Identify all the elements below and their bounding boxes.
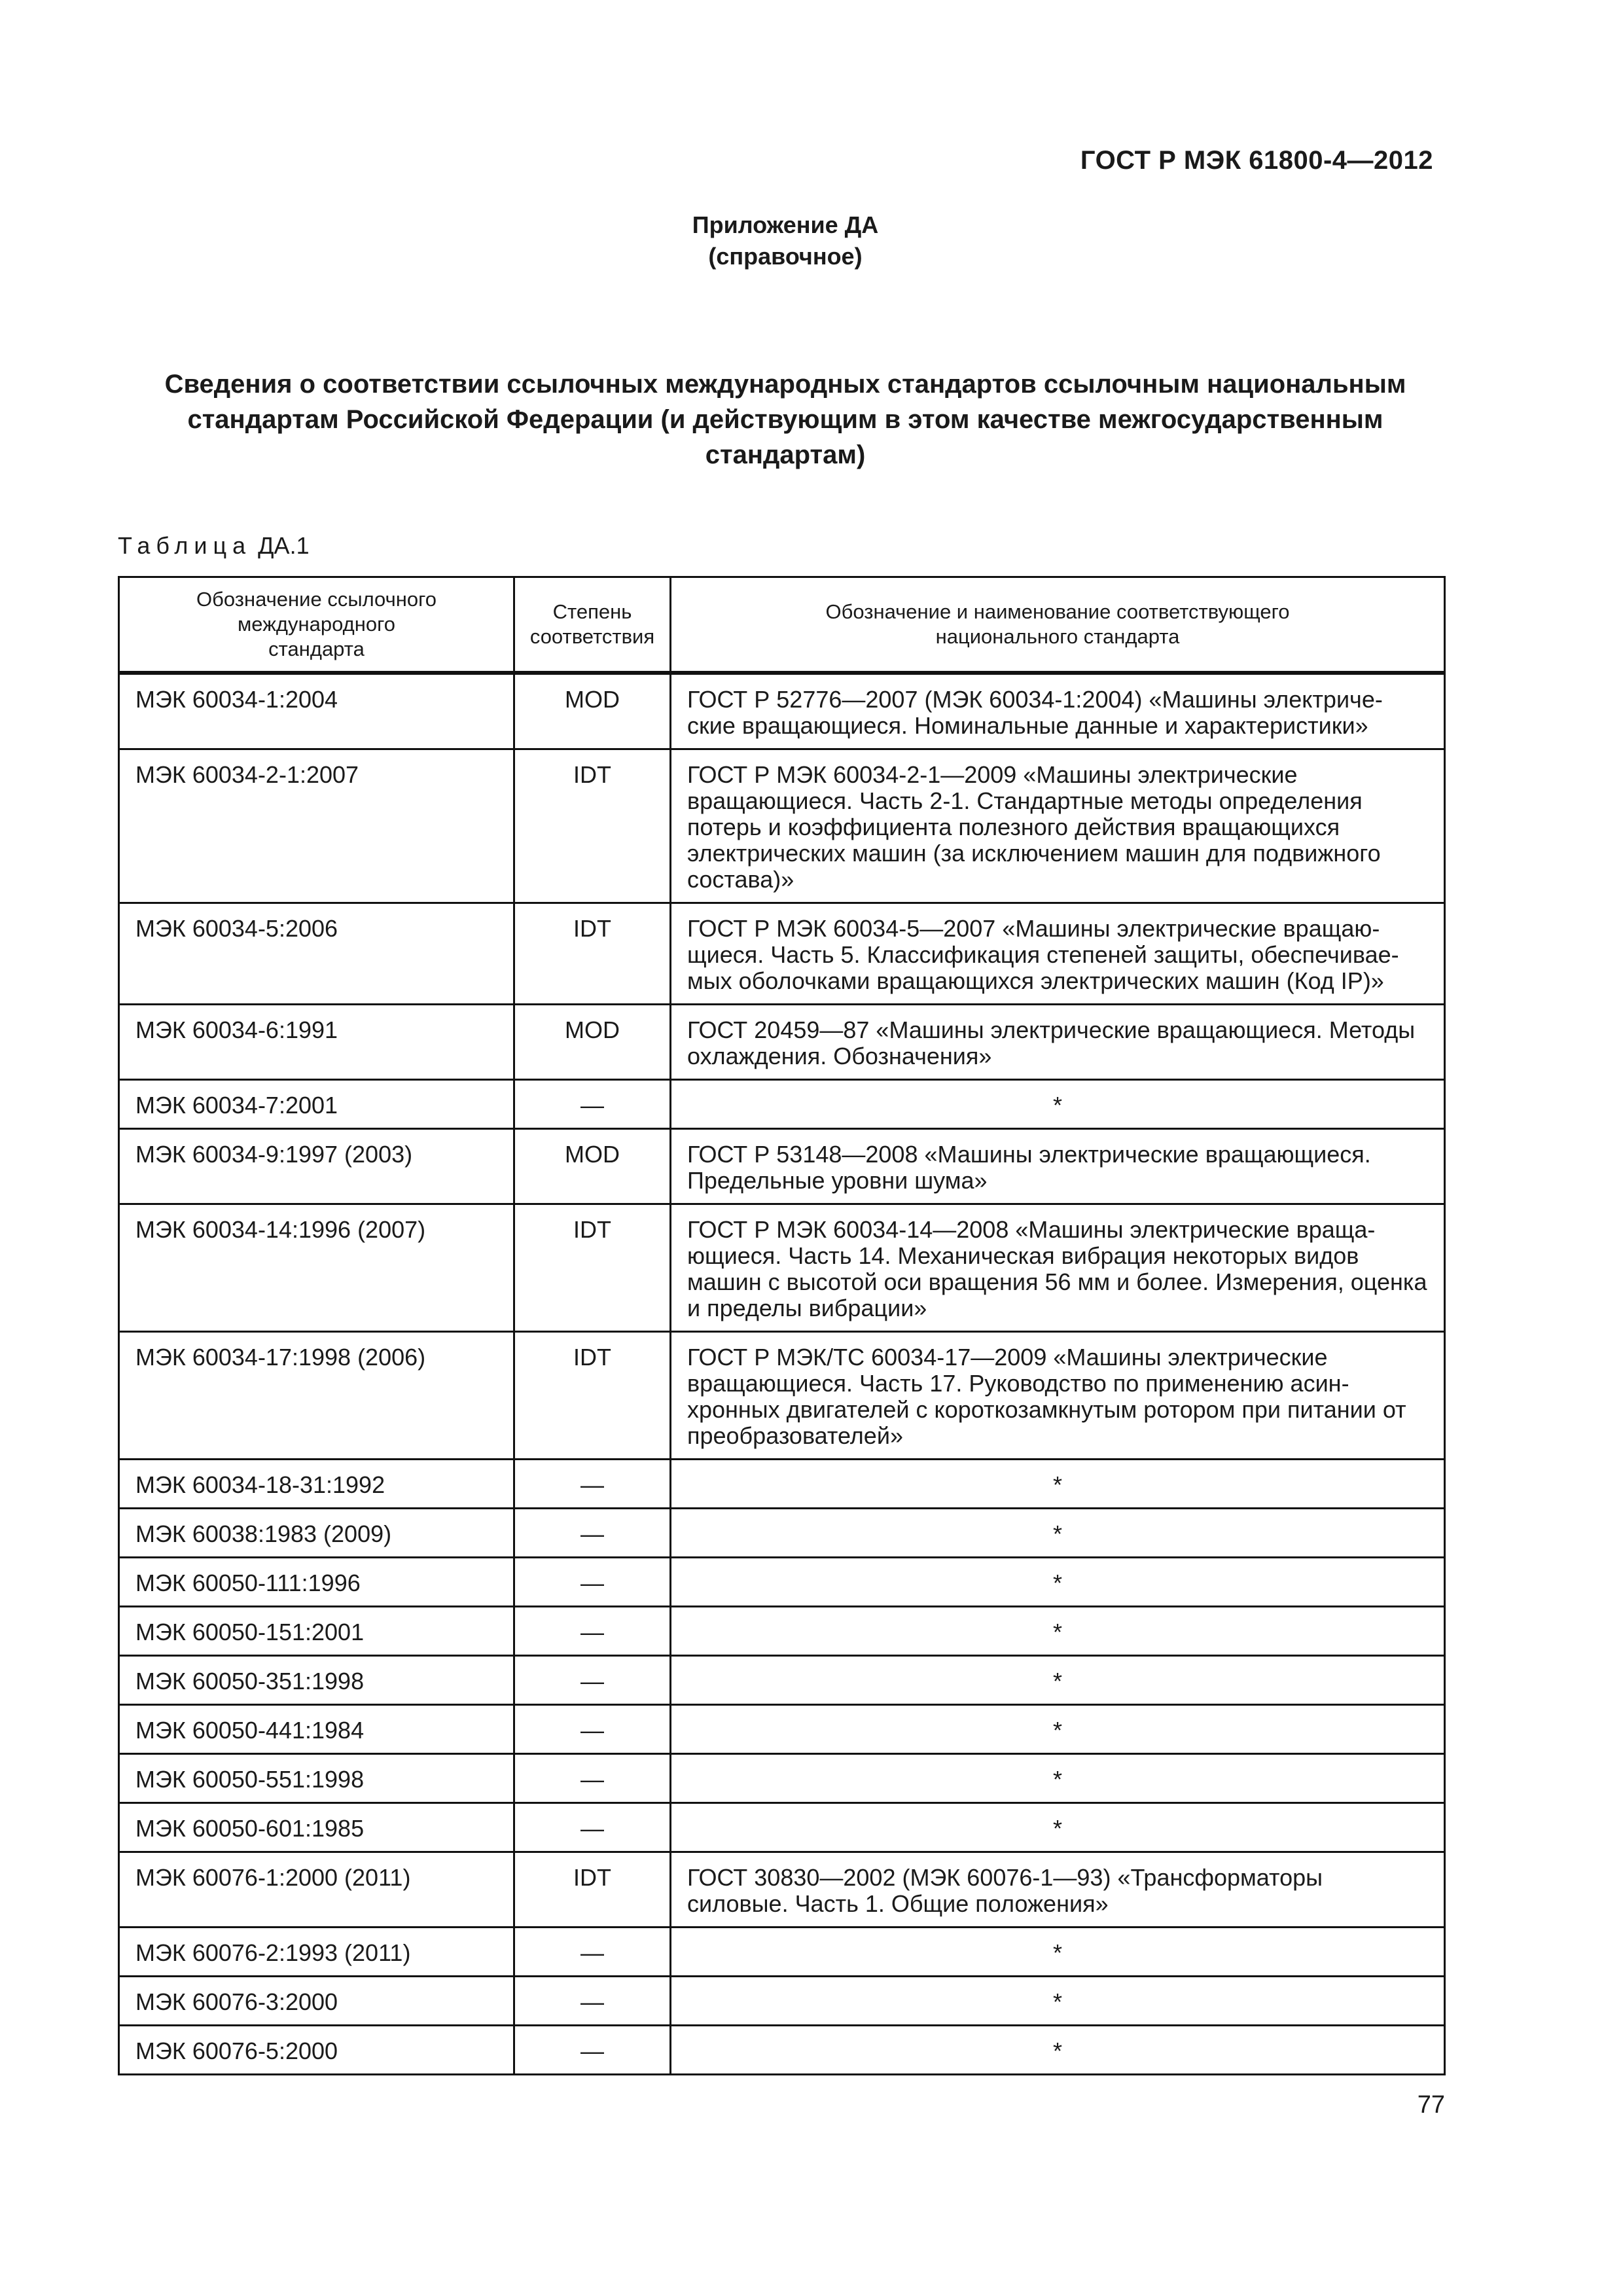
table-header-row <box>119 577 1445 673</box>
table-row <box>119 749 1445 903</box>
cell-degree: — <box>514 1460 671 1509</box>
cell-national-standard: * <box>671 2026 1445 2075</box>
cell-degree: — <box>514 1928 671 1977</box>
standards-table <box>118 576 1446 2075</box>
cell-national-standard: * <box>671 1509 1445 1558</box>
cell-degree: — <box>514 1977 671 2026</box>
cell-designation: МЭК 60076-1:2000 (2011) <box>119 1852 514 1928</box>
table-row <box>119 1558 1445 1607</box>
cell-degree: — <box>514 1656 671 1705</box>
table-row <box>119 673 1445 749</box>
cell-designation: МЭК 60076-5:2000 <box>119 2026 514 2075</box>
cell-designation: МЭК 60050-351:1998 <box>119 1656 514 1705</box>
table-row <box>119 1705 1445 1754</box>
table-row <box>119 1460 1445 1509</box>
cell-national-standard: ГОСТ Р МЭК/ТС 60034-17—2009 «Машины электрические вращающиеся. Часть 17. Руководство по применению асин-хронных двигателей с короткозамкнутым ротором при питании от преобразователей» <box>671 1332 1445 1460</box>
cell-national-standard: ГОСТ Р 52776—2007 (МЭК 60034-1:2004) «Машины электриче-ские вращающиеся. Номинальные данные и характеристики» <box>671 673 1445 749</box>
cell-national-standard: * <box>671 1460 1445 1509</box>
table-row <box>119 1852 1445 1928</box>
cell-designation: МЭК 60034-1:2004 <box>119 673 514 749</box>
table-row <box>119 1129 1445 1204</box>
header-text: Обозначение и наименование соответствующего <box>825 600 1290 623</box>
table-row <box>119 1204 1445 1332</box>
header-text: стандарта <box>268 637 365 660</box>
table-body <box>119 673 1445 2075</box>
table-row <box>119 903 1445 1005</box>
table-row <box>119 1005 1445 1080</box>
appendix-heading <box>0 209 1571 272</box>
table-row <box>119 1607 1445 1656</box>
header-degree <box>514 577 671 673</box>
cell-national-standard: * <box>671 1754 1445 1803</box>
cell-designation: МЭК 60034-17:1998 (2006) <box>119 1332 514 1460</box>
header-designation <box>119 577 514 673</box>
table-row <box>119 1656 1445 1705</box>
table-row <box>119 1803 1445 1852</box>
cell-national-standard: * <box>671 1803 1445 1852</box>
cell-national-standard: * <box>671 1928 1445 1977</box>
cell-designation: МЭК 60050-551:1998 <box>119 1754 514 1803</box>
section-title-line: стандартам Российской Федерации (и действующим в этом качестве межгосударственным <box>187 405 1383 434</box>
table-caption-word: Таблица <box>118 532 252 559</box>
header-text: Степень <box>552 600 632 623</box>
cell-degree: MOD <box>514 1005 671 1080</box>
cell-designation: МЭК 60038:1983 (2009) <box>119 1509 514 1558</box>
section-title-line: Сведения о соответствии ссылочных международных стандартов ссылочным национальным <box>164 370 1406 399</box>
cell-designation: МЭК 60076-3:2000 <box>119 1977 514 2026</box>
cell-degree: — <box>514 1607 671 1656</box>
cell-national-standard: ГОСТ Р МЭК 60034-2-1—2009 «Машины электрические вращающиеся. Часть 2-1. Стандартные методы определения потерь и коэффициента полезного действия вращающихся электрических машин (за исключением машин для подвижного состава)» <box>671 749 1445 903</box>
cell-degree: MOD <box>514 673 671 749</box>
cell-degree: IDT <box>514 1332 671 1460</box>
table-caption <box>118 531 310 560</box>
cell-designation: МЭК 60050-151:2001 <box>119 1607 514 1656</box>
cell-national-standard: * <box>671 1607 1445 1656</box>
cell-degree: IDT <box>514 903 671 1005</box>
header-text: национального стандарта <box>935 625 1180 648</box>
cell-designation: МЭК 60050-601:1985 <box>119 1803 514 1852</box>
cell-designation: МЭК 60034-5:2006 <box>119 903 514 1005</box>
section-title-line: стандартам) <box>705 440 866 469</box>
cell-degree: — <box>514 1080 671 1129</box>
table-row <box>119 2026 1445 2075</box>
table-caption-id: ДА.1 <box>258 532 310 559</box>
header-text: Обозначение ссылочного <box>196 588 437 611</box>
header-text: международного <box>237 613 395 636</box>
cell-national-standard: * <box>671 1080 1445 1129</box>
cell-degree: — <box>514 1754 671 1803</box>
section-title <box>118 367 1453 473</box>
cell-national-standard: * <box>671 1705 1445 1754</box>
cell-national-standard: ГОСТ 20459—87 «Машины электрические вращающиеся. Методы охлаждения. Обозначения» <box>671 1005 1445 1080</box>
page-number: 77 <box>1417 2091 1445 2119</box>
cell-designation: МЭК 60050-111:1996 <box>119 1558 514 1607</box>
header-national <box>671 577 1445 673</box>
cell-degree: IDT <box>514 1204 671 1332</box>
cell-national-standard: ГОСТ Р 53148—2008 «Машины электрические вращающиеся. Предельные уровни шума» <box>671 1129 1445 1204</box>
cell-national-standard: * <box>671 1558 1445 1607</box>
cell-degree: — <box>514 2026 671 2075</box>
cell-national-standard: ГОСТ Р МЭК 60034-5—2007 «Машины электрические вращаю-щиеся. Часть 5. Классификация степеней защиты, обеспечивае-мых оболочками вращающихся электрических машин (Код IP)» <box>671 903 1445 1005</box>
cell-designation: МЭК 60034-7:2001 <box>119 1080 514 1129</box>
table-row <box>119 1080 1445 1129</box>
cell-degree: — <box>514 1705 671 1754</box>
document-code: ГОСТ Р МЭК 61800-4—2012 <box>1080 146 1433 175</box>
appendix-subtitle: (справочное) <box>708 243 863 270</box>
header-text: соответствия <box>529 625 655 648</box>
table-row <box>119 1928 1445 1977</box>
cell-designation: МЭК 60076-2:1993 (2011) <box>119 1928 514 1977</box>
cell-degree: IDT <box>514 749 671 903</box>
cell-degree: — <box>514 1558 671 1607</box>
table-row <box>119 1509 1445 1558</box>
appendix-title: Приложение ДА <box>692 211 879 238</box>
cell-designation: МЭК 60034-6:1991 <box>119 1005 514 1080</box>
cell-degree: IDT <box>514 1852 671 1928</box>
cell-national-standard: * <box>671 1656 1445 1705</box>
cell-designation: МЭК 60034-14:1996 (2007) <box>119 1204 514 1332</box>
cell-national-standard: * <box>671 1977 1445 2026</box>
cell-degree: — <box>514 1509 671 1558</box>
table-row <box>119 1754 1445 1803</box>
cell-national-standard: ГОСТ 30830—2002 (МЭК 60076-1—93) «Трансформаторы силовые. Часть 1. Общие положения» <box>671 1852 1445 1928</box>
cell-degree: — <box>514 1803 671 1852</box>
cell-national-standard: ГОСТ Р МЭК 60034-14—2008 «Машины электрические враща-ющиеся. Часть 14. Механическая вибрация некоторых видов машин с высотой оси вращения 56 мм и более. Измерения, оценка и пределы вибрации» <box>671 1204 1445 1332</box>
cell-designation: МЭК 60034-18-31:1992 <box>119 1460 514 1509</box>
cell-degree: MOD <box>514 1129 671 1204</box>
table-row <box>119 1977 1445 2026</box>
cell-designation: МЭК 60034-2-1:2007 <box>119 749 514 903</box>
table-row <box>119 1332 1445 1460</box>
cell-designation: МЭК 60034-9:1997 (2003) <box>119 1129 514 1204</box>
cell-designation: МЭК 60050-441:1984 <box>119 1705 514 1754</box>
